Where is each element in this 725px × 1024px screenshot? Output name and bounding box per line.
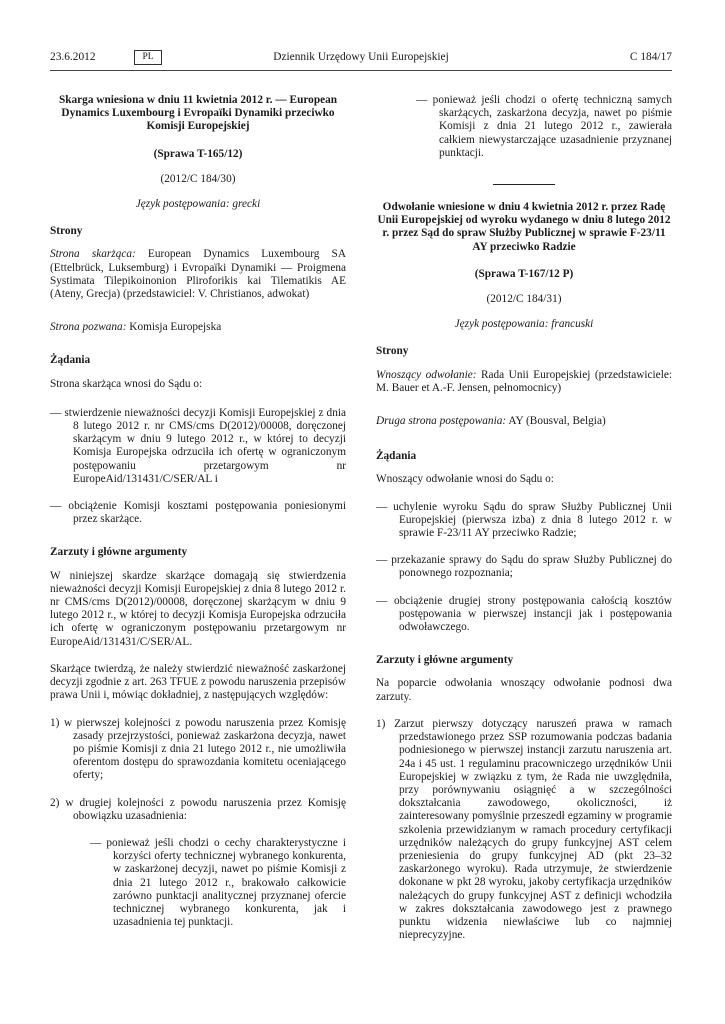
defendant-paragraph [50, 321, 346, 334]
claim-item: — przekazanie sprawy do Sądu do spraw Służby Publicznej do ponownego rozpoznania; [376, 554, 672, 580]
plea-item: 2) w drugiej kolejności z powodu naruszenia przez Komisję obowiązku uzasadnienia: [50, 796, 346, 822]
right-column [376, 94, 672, 942]
appellant-label: Wnoszący odwołanie: [376, 368, 477, 381]
case-reference: (2012/C 184/30) [160, 172, 236, 185]
claim-item: — uchylenie wyroku Sądu do spraw Służby Publicznej Unii Europejskiej (pierwsza izba) z dnia 8 lutego 2012 r. w sprawie F-23/11 AY przeciwko Radzie; [376, 500, 672, 540]
appellant-text: Rada Unii Europejskiej (przedstawiciele: M. Bauer et A.-F. Jensen, pełnomocnicy) [376, 368, 672, 394]
defendant-text: Komisja Europejska [126, 321, 222, 334]
claim-item: — obciążenie drugiej strony postępowania całością kosztów postępowania w pierwszej instancji jak i postępowania odwoławczego. [376, 594, 672, 634]
other-party-paragraph [376, 415, 672, 428]
other-party-text: AY (Bousval, Belgia) [506, 415, 606, 428]
applicant-paragraph [50, 248, 346, 301]
case-language: Język postępowania: francuski [454, 318, 594, 331]
claims-heading: Żądania [50, 354, 91, 367]
plea-subitem: — ponieważ jeśli chodzi o ofertę techniczną samych skarżących, zaskarżona decyzja, nawet po piśmie Komisji z dnia 21 lutego 2012 r., zawierała całkiem niewystarczające uzasadnienie przyznanej punktacji. [416, 94, 672, 159]
arguments-paragraph: Skarżące twierdzą, że należy stwierdzić nieważność zaskarżonej decyzji zgodnie z art. 263 TFUE z powodu naruszenia przepisów prawa Unii i, mówiąc dokładniej, z następujących względów: [50, 662, 346, 702]
arguments-heading: Zarzuty i główne argumenty [50, 546, 188, 559]
page-header [50, 51, 672, 69]
plea-subitem: — ponieważ jeśli chodzi o cechy charakterystyczne i korzyści oferty technicznej wybranego konkurenta, w zaskarżonej decyzji, nawet po piśmie Komisji z dnia 21 lutego 2012 r., brakowało całkowicie zarówno punktacji analitycznej przyznanej ofercie technicznej wybranego konkurenta, jak i uzasadnienia tej punktacji. [90, 836, 346, 929]
plea-item: 1) Zarzut pierwszy dotyczący naruszeń prawa w ramach przedstawionego przez SSP rozumowania podczas badania podniesionego w pierwszej instancji zarzutu naruszenia art. 24a i 45 ust. 1 regulaminu pracowniczego urzędników Unii Europejskiej w związku z tym, że Rada nie uwzględniła, przy porównywaniu osiągnięć a w szczególności dokształcania zawodowego, okoliczności, iż zainteresowany pomyślnie przeszedł egzaminy w programie szkolenia przewidzianym w ramach procedury certyfikacji urzędników należących do grupy funkcyjnej AST celem przeniesienia do grupy funkcyjnej AD (pkt 23–32 zaskarżonego wyroku). Rada utrzymuje, że stwierdzenie dokonane w pkt 28 wyroku, jakoby certyfikacja urzędników należących do grupy funkcyjnej AST z definicji wchodziła w zakres dokształcania zawodowego jest z prawnego punktu widzenia niewłaściwe lub co najmniej nieprecyzyjne. [376, 717, 672, 942]
parties-heading: Strony [50, 225, 83, 238]
header-rule [50, 70, 672, 71]
claims-intro: Wnoszący odwołanie wnosi do Sądu o: [376, 473, 554, 486]
claim-item: — stwierdzenie nieważności decyzji Komisji Europejskiej z dnia 8 lutego 2012 r. nr CMS/cms D(2012)/00008, doręczonej skarżącym w dniu 9 lutego 2012 r., w której to decyzji Komisja Europejska odrzuciła ich ofertę w ograniczonym postępowaniu przetargowym nr EuropeAid/131431/C/SER/AL i [50, 406, 346, 485]
case-language: Język postępowania: grecki [135, 198, 261, 211]
parties-heading: Strony [376, 345, 409, 358]
appellant-paragraph [376, 369, 672, 395]
arguments-intro: Na poparcie odwołania wnoszący odwołanie podnosi dwa zarzuty. [376, 677, 672, 703]
applicant-label: Strona skarżąca: [50, 248, 136, 261]
language-badge: PL [134, 50, 162, 65]
publication-date: 23.6.2012 [50, 51, 96, 63]
other-party-label: Druga strona postępowania: [376, 415, 507, 428]
claims-heading: Żądania [376, 450, 417, 463]
claim-item: — obciążenie Komisji kosztami postępowania poniesionymi przez skarżące. [50, 500, 346, 526]
case-number: (Sprawa T-167/12 P) [474, 267, 574, 280]
arguments-paragraph: W niniejszej skardze skarżące domagają się stwierdzenia nieważności decyzji Komisji Europejskiej z dnia 8 lutego 2012 r. nr CMS/cms D(2012)/00008, doręczonej skarżącym w dniu 9 lutego 2012 r., w której to decyzji Komisja Europejska odrzuciła ich ofertę w ograniczonym postępowaniu przetargowym nr EuropeAid/131431/C/SER/AL. [50, 569, 346, 648]
case-number: (Sprawa T-165/12) [153, 147, 243, 160]
case-title: Odwołanie wniesione w dniu 4 kwietnia 2012 r. przez Radę Unii Europejskiej od wyroku wydanego w dniu 8 lutego 2012 r. przez Sąd do spraw Służby Publicznej w sprawie F-23/11 AY przeciwko Radzie [377, 201, 671, 253]
left-column [50, 94, 346, 929]
case-title: Skarga wniesiona w dniu 11 kwietnia 2012 r. — European Dynamics Luxembourg i Evropaïki Dynamiki przeciwko Komisji Europejskiej [58, 94, 338, 133]
journal-title: Dziennik Urzędowy Unii Europejskiej [273, 51, 449, 63]
plea-item: 1) w pierwszej kolejności z powodu naruszenia przez Komisję zasady przejrzystości, ponieważ zaskarżona decyzja, nawet po piśmie Komisji z dnia 21 lutego 2012 r., nie umożliwiła oferentom dostępu do sprawozdania komitetu oceniającego oferty; [50, 716, 346, 782]
arguments-heading: Zarzuty i główne argumenty [376, 654, 514, 667]
defendant-label: Strona pozwana: [50, 321, 127, 334]
page-number: C 184/17 [629, 51, 672, 63]
claims-intro: Strona skarżąca wnosi do Sądu o: [50, 377, 203, 390]
case-reference: (2012/C 184/31) [486, 293, 562, 306]
applicant-text: European Dynamics Luxembourg SA (Ettelbrück, Luksemburg) i Evropaïki Dynamiki — Proigmena Systimata Tilepikoinonion Pliroforikis kai Tilematikis AE (Ateny, Grecja) (przedstawiciel: V. Christianos, adwokat) [50, 248, 346, 301]
